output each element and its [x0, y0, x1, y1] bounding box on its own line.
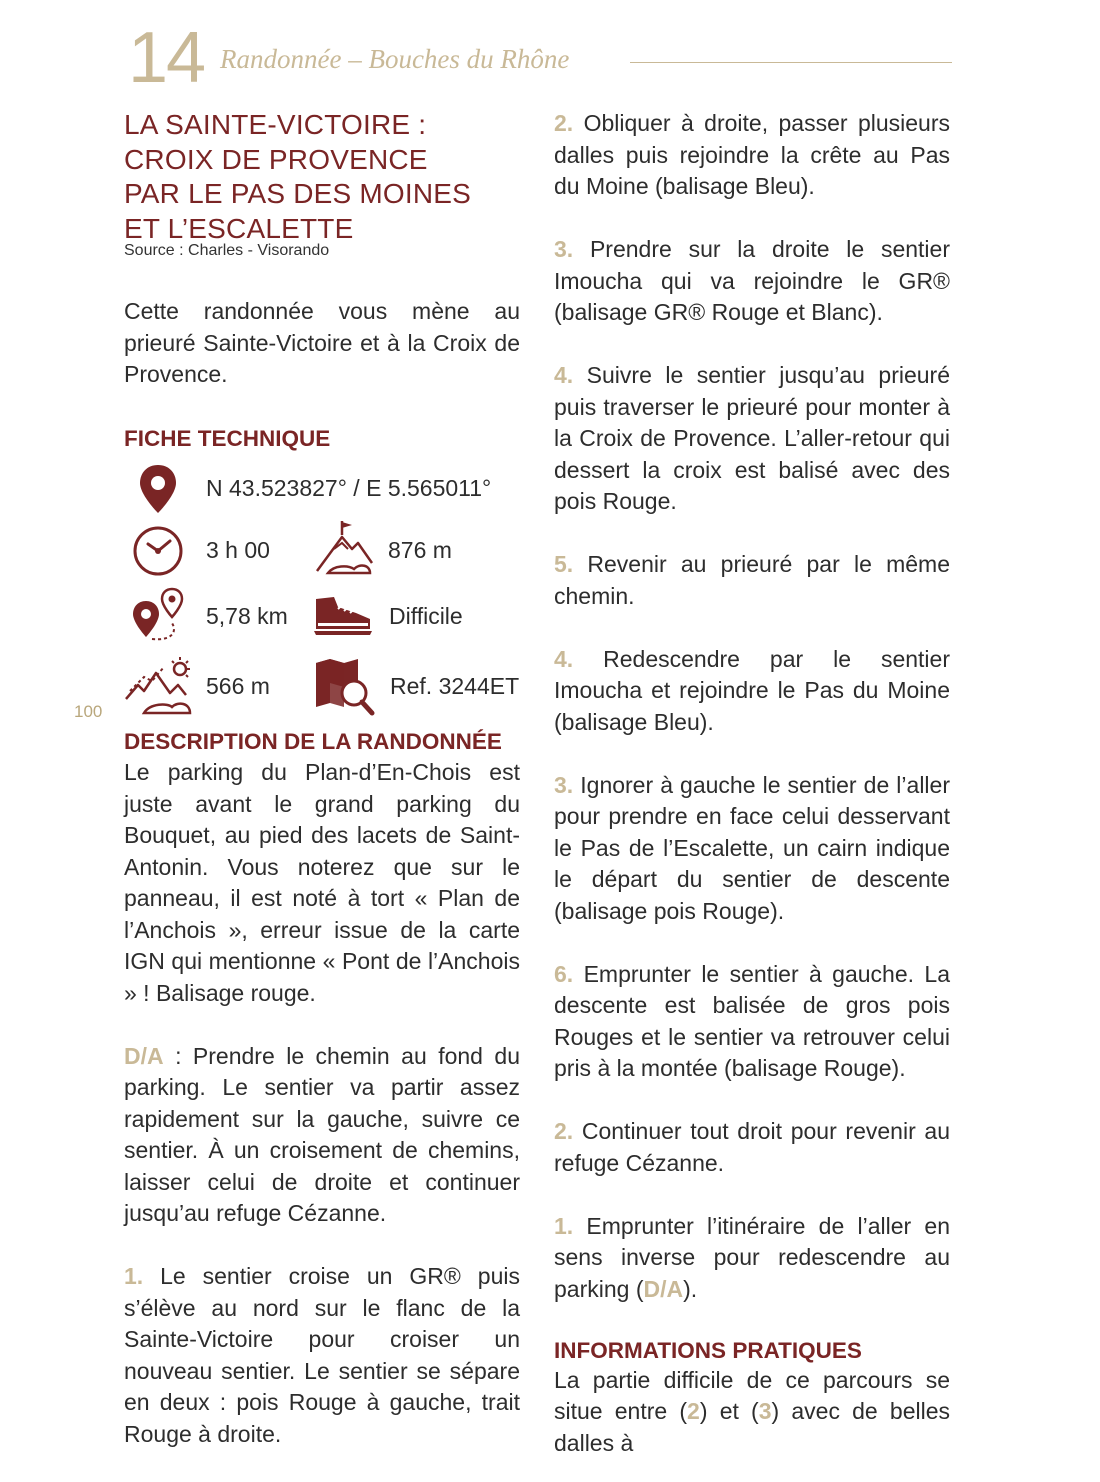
step-item [554, 644, 950, 739]
step-text: Continuer tout droit pour revenir au refuge Cézanne. [554, 1118, 950, 1176]
right-column [554, 108, 950, 1459]
info-heading: INFORMATIONS PRATIQUES [554, 1337, 862, 1363]
step-item [554, 108, 950, 203]
step-item [554, 360, 950, 518]
intro-paragraph: Cette randonnée vous mène au prieuré Sainte-Victoire et à la Croix de Provence. [124, 298, 520, 387]
step-text: Emprunter l’itinéraire de l’aller en sens inverse pour redescendre au parking ( [554, 1212, 950, 1302]
step-label: 1. [554, 1212, 574, 1239]
step-text: Emprunter le sentier à gauche. La descente est balisée de gros pois Rouges et le sentier va retrouver celui pris à la montée (balisage Rouge). [554, 960, 950, 1081]
chapter-title: Randonnée – Bouches du Rhône [220, 44, 570, 74]
step-item-last [554, 1211, 950, 1306]
info-paragraph [554, 1365, 950, 1460]
fiche-technique [124, 457, 520, 737]
step-text: Revenir au prieuré par le même chemin. [554, 551, 950, 609]
info-text: ) avec de belles dalles à [554, 1398, 950, 1456]
clock-icon [132, 525, 184, 577]
map-ref-value: Ref. 3244ET [390, 672, 520, 699]
step-text: : Prendre le chemin au fond du parking. Le sentier va partir assez rapidement sur la gauche, suivre ce sentier. À un croisement de chemins, laisser celui de droite et continuer jusqu’au refuge Cézanne. [124, 1042, 520, 1226]
step-label: 1. [124, 1263, 144, 1289]
description-intro: Le parking du Plan-d’En-Chois est juste avant le grand parking du Bouquet, au pied des lacets de Saint-Antonin. Vous noterez que sur le panneau, il est noté à tort « Plan de l’Anchois », erreur issue de la carte IGN qui mentionne « Pont de l’Anchois » ! Balisage rouge. [124, 759, 520, 1006]
step-label: D/A [124, 1042, 164, 1069]
title-line: CROIX DE PROVENCE [124, 143, 428, 175]
title-line: PAR LE PAS DES MOINES [124, 178, 472, 209]
map-search-icon [314, 657, 376, 717]
hiking-boot-icon [312, 593, 374, 637]
elevation-gain-value: 566 m [206, 672, 270, 699]
step-label: 2. [554, 110, 574, 136]
step-text: Le sentier croise un GR® puis s’élève au nord sur le flanc de la Sainte-Victoire pour croiser un nouveau sentier. Le sentier se sépare en deux : pois Rouge à gauche, trait Rouge à droite. [124, 1263, 520, 1447]
step-label: 2. [554, 1118, 574, 1144]
step-da [124, 1041, 520, 1230]
step-text-tail: ). [683, 1275, 698, 1302]
step-label: 3. [554, 236, 574, 262]
summit-flag-icon [314, 519, 374, 579]
info-step-ref: 3 [758, 1398, 772, 1424]
step-item [554, 234, 950, 329]
step-label: 6. [554, 960, 574, 987]
description-block [124, 757, 520, 1482]
step-item [554, 549, 950, 612]
elevation-gain-icon [124, 655, 194, 715]
difficulty-value: Difficile [389, 602, 463, 629]
fiche-heading: FICHE TECHNIQUE [124, 425, 331, 451]
title-line: LA SAINTE-VICTOIRE : [124, 109, 427, 140]
step-text: Obliquer à droite, passer plusieurs dalles puis rejoindre la crête au Pas du Moine (balisage Bleu). [554, 110, 950, 199]
route-distance-icon [130, 587, 190, 643]
step-label: 4. [554, 645, 574, 672]
distance-value: 5,78 km [206, 602, 288, 629]
page-number: 100 [74, 702, 103, 721]
step-item [554, 1116, 950, 1179]
step-label: 4. [554, 362, 574, 388]
coordinates-value: N 43.523827° / E 5.565011° [206, 474, 492, 501]
hike-title [124, 108, 520, 246]
step-item [554, 770, 950, 928]
chapter-number: 14 [128, 18, 205, 98]
step-label: 5. [554, 551, 574, 577]
location-pin-icon [138, 463, 178, 515]
step-text: Redescendre par le sentier Imoucha et rejoindre le Pas du Moine (balisage Bleu). [554, 645, 950, 735]
max-altitude-value: 876 m [388, 536, 452, 563]
step-item [554, 959, 950, 1085]
info-step-ref: 2 [687, 1398, 700, 1424]
step-text: Prendre sur la droite le sentier Imoucha qui va rejoindre le GR® (balisage GR® Rouge et Blanc). [554, 236, 950, 325]
da-marker: D/A [643, 1275, 684, 1302]
source-credit: Source : Charles - Visorando [124, 242, 330, 259]
description-heading: DESCRIPTION DE LA RANDONNÉE [124, 729, 502, 754]
title-line: ET L’ESCALETTE [124, 212, 354, 244]
step-text: Ignorer à gauche le sentier de l’aller pour prendre en face celui desservant le Pas de l’Escalette, un cairn indique le départ du sentier de descente (balisage pois Rouge). [554, 771, 950, 924]
step-label: 3. [554, 771, 574, 798]
left-column [124, 108, 520, 737]
info-text: ) et ( [699, 1398, 759, 1424]
header-rule [630, 62, 952, 63]
info-text: La partie difficile de ce parcours se situe entre ( [554, 1366, 950, 1424]
duration-value: 3 h 00 [206, 536, 270, 563]
step-text: Suivre le sentier jusqu’au prieuré puis traverser le prieuré pour monter à la Croix de Provence. L’aller-retour qui dessert la croix est balisé avec des pois Rouge. [554, 362, 950, 514]
